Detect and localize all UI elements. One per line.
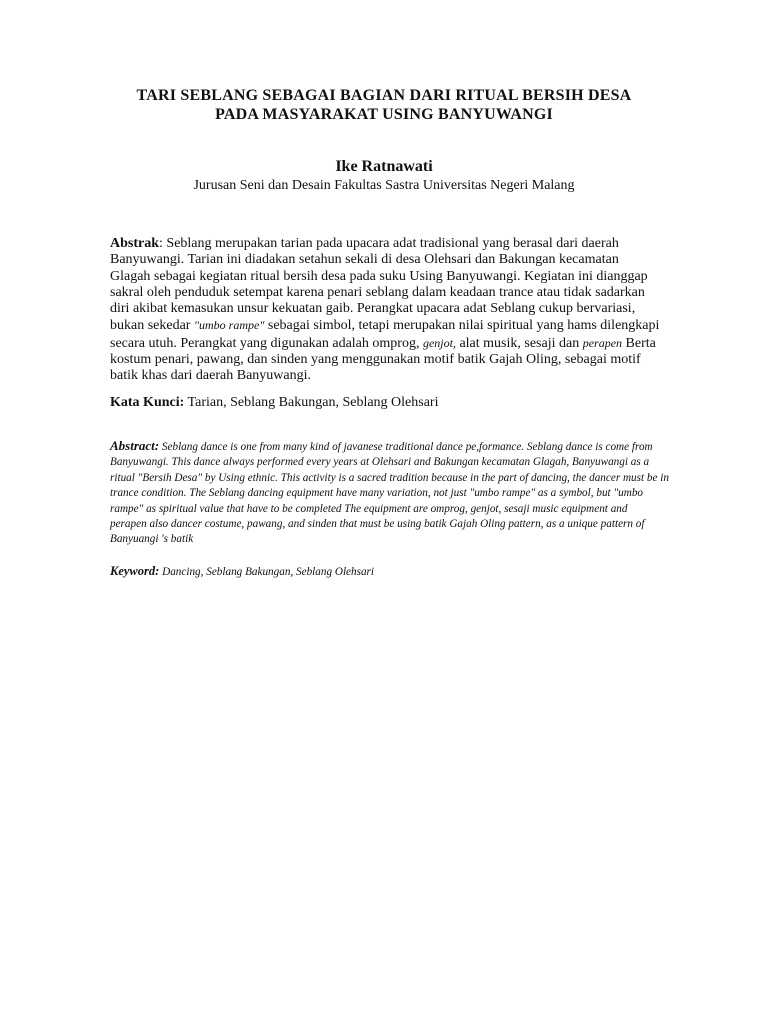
abstrak-line: sakral oleh penduduk setempat karena penari seblang dalam keadaan trance atau tidak sadarkan: [110, 284, 645, 300]
abstrak-section: [110, 236, 676, 385]
abstract-line: rampe" as spiritual value that have to be completed The equipment are omprog, genjot, sesaji music equipment and: [110, 502, 628, 515]
kata-kunci: [110, 394, 676, 411]
abstrak-text: : Seblang merupakan tarian pada upacara adat tradisional yang berasal dari daerah: [159, 236, 619, 251]
abstract-line: Banyuwangi. This dance always performed every years at Olehsari and Bakungan kecamatan Glagah, Banyuwangi as a: [110, 456, 650, 469]
abstrak-text: Berta: [622, 335, 656, 351]
keyword-label: Keyword:: [110, 564, 160, 578]
abstrak-italic-term: genjot,: [422, 335, 456, 350]
abstract-line: Banyuangi 's batik: [110, 533, 194, 546]
abstract-label: Abstract:: [110, 438, 160, 453]
abstract-line: [110, 438, 676, 455]
abstract-section: [110, 438, 676, 548]
paper-title: [100, 86, 668, 124]
abstract-line: ritual "Bersih Desa" by Using ethnic. This activity is a sacred tradition because in the part of dancing, the dancer must be in: [110, 471, 669, 484]
abstrak-line: [110, 335, 676, 352]
abstrak-text: sebagai simbol, tetapi merupakan nilai spiritual yang hams dilengkapi: [264, 318, 660, 334]
abstrak-italic-term: perapen: [582, 335, 623, 350]
abstrak-text: bukan sekedar: [110, 318, 194, 334]
kata-kunci-label: Kata Kunci:: [110, 395, 185, 410]
title-line-1: TARI SEBLANG SEBAGAI BAGIAN DARI RITUAL BERSIH DESA: [136, 87, 632, 104]
author-name: Ike Ratnawati: [335, 158, 433, 175]
kata-kunci-text: Tarian, Seblang Bakungan, Seblang Olehsari: [184, 395, 439, 410]
abstrak-line: kostum penari, pawang, dan sinden yang menggunakan motif batik Gajah Oling, sebagai motif: [110, 352, 641, 368]
abstrak-line: batik khas dari daerah Banyuwangi.: [110, 368, 311, 384]
abstrak-label: Abstrak: [110, 236, 160, 251]
abstrak-text: alat musik, sesaji dan: [455, 335, 583, 351]
abstract-line: perapen also dancer costume, pawang, and sinden that must be using batik Gajah Oling pattern, as a unique pattern of: [110, 518, 645, 531]
title-line-2: PADA MASYARAKAT USING BANYUWANGI: [215, 106, 553, 123]
author-affiliation: Jurusan Seni dan Desain Fakultas Sastra Universitas Negeri Malang: [193, 178, 575, 193]
abstrak-text: secara utuh. Perangkat yang digunakan adalah omprog,: [110, 335, 423, 351]
keyword-text: Dancing, Seblang Bakungan, Seblang Olehsari: [159, 566, 375, 578]
abstrak-line: [110, 236, 676, 252]
abstrak-italic-term: "umbo rampe": [193, 318, 265, 333]
keyword-section: [110, 563, 676, 580]
abstract-line: trance condition. The Seblang dancing equipment have many variation, not just "umbo rampe" as a symbol, but "umbo: [110, 487, 644, 500]
abstrak-line: Banyuwangi. Tarian ini diadakan setahun sekali di desa Olehsari dan Bakungan kecamatan: [110, 252, 619, 268]
abstrak-line: [110, 317, 676, 334]
abstrak-line: diri akibat kemasukan unsur kekuatan gaib. Perangkat upacara adat Seblang cukup bervariasi,: [110, 301, 636, 317]
abstract-text: Seblang dance is one from many kind of javanese traditional dance pe,formance. Seblang dance is come from: [159, 441, 653, 453]
abstrak-line: Glagah sebagai kegiatan ritual bersih desa pada suku Using Banyuwangi. Kegiatan ini dianggap: [110, 268, 648, 284]
